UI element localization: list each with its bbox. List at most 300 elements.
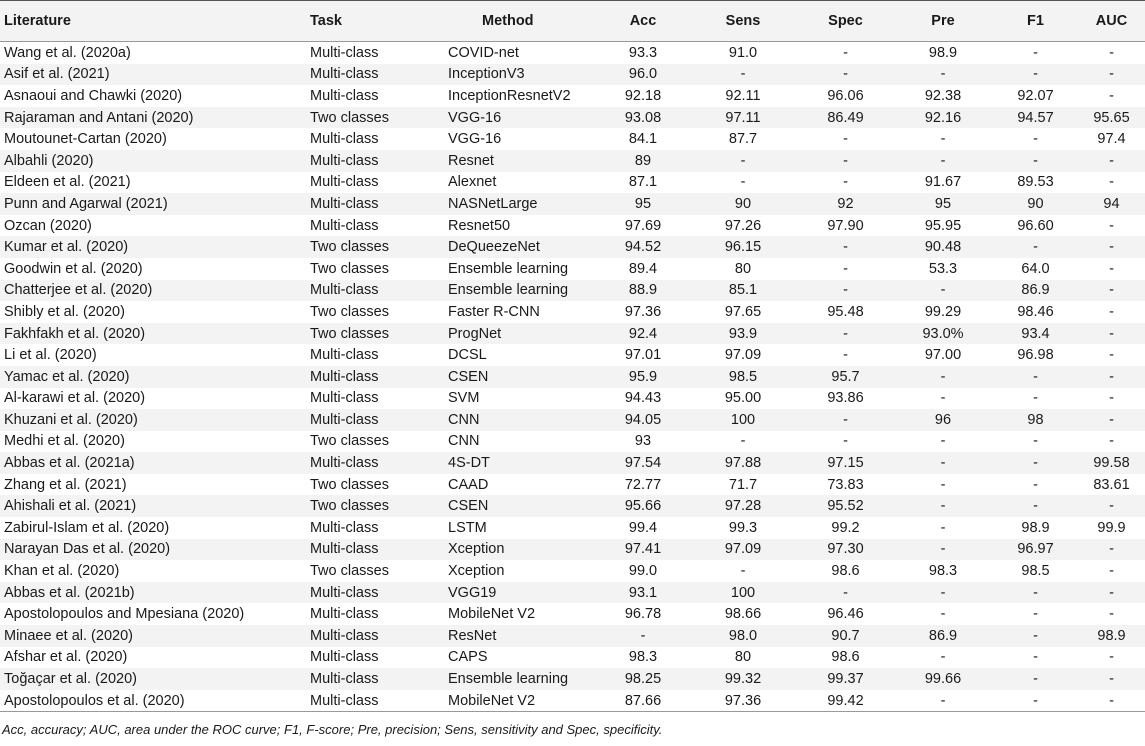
cell-literature: Moutounet-Cartan (2020) <box>4 131 167 148</box>
cell-acc: 89 <box>598 150 688 172</box>
cell-method: 4S-DT <box>448 452 598 474</box>
cell-pre: - <box>893 539 993 561</box>
cell-literature: Toğaçar et al. (2020) <box>0 668 310 690</box>
cell-task: Two classes <box>310 236 448 258</box>
cell-method: Resnet <box>448 150 598 172</box>
cell-f1: - <box>993 150 1078 172</box>
cell-auc: - <box>1078 668 1145 690</box>
cell-spec: - <box>798 236 893 258</box>
cell-method: Xception <box>448 563 505 580</box>
cell-pre: 93.0% <box>893 323 993 345</box>
cell-sens: 96.15 <box>688 236 798 258</box>
cell-acc: 93.08 <box>598 107 688 129</box>
cell-sens: - <box>740 433 746 450</box>
cell-method: Resnet50 <box>448 217 511 234</box>
cell-auc: - <box>1109 174 1114 191</box>
table-row <box>0 258 1145 280</box>
cell-pre: - <box>940 519 946 536</box>
cell-sens: 80 <box>734 260 752 277</box>
cell-method: VGG19 <box>448 582 598 604</box>
cell-f1: - <box>1033 476 1038 493</box>
cell-spec: - <box>843 174 848 191</box>
cell-spec: 86.49 <box>798 107 893 129</box>
cell-spec: 96.46 <box>827 606 864 623</box>
cell-acc: 94.52 <box>598 236 688 258</box>
cell-spec: 92 <box>798 193 893 215</box>
table-row <box>0 128 1145 150</box>
table-row <box>0 172 1145 194</box>
cell-task: Two classes <box>310 495 448 517</box>
header-task: Task <box>310 1 448 42</box>
cell-method: Xception <box>448 539 598 561</box>
cell-task: Multi-class <box>310 606 379 623</box>
cell-sens: - <box>740 174 746 191</box>
cell-auc: - <box>1109 563 1114 580</box>
cell-auc: - <box>1109 390 1114 407</box>
cell-method: MobileNet V2 <box>448 690 598 712</box>
cell-spec: 73.83 <box>827 476 864 493</box>
cell-task: Multi-class <box>310 193 448 215</box>
cell-acc: 98.3 <box>628 649 658 666</box>
cell-acc: 88.9 <box>598 280 688 302</box>
cell-task: Multi-class <box>310 690 448 712</box>
cell-f1: - <box>993 495 1078 517</box>
table-row <box>0 366 1145 388</box>
cell-literature: Medhi et al. (2020) <box>4 433 125 450</box>
cell-method: CNN <box>448 409 598 431</box>
cell-auc: - <box>1078 150 1145 172</box>
cell-task: Multi-class <box>310 347 379 364</box>
cell-auc: - <box>1078 366 1145 388</box>
cell-acc: 87.1 <box>628 174 658 191</box>
cell-spec: - <box>843 347 848 364</box>
cell-task: Multi-class <box>310 174 379 191</box>
cell-pre: - <box>940 649 946 666</box>
cell-sens: 97.11 <box>688 107 798 129</box>
cell-sens: 97.09 <box>724 347 762 364</box>
cell-sens: - <box>740 563 746 580</box>
cell-task: Multi-class <box>310 519 379 536</box>
table-row <box>0 431 1145 453</box>
cell-auc: - <box>1109 303 1114 320</box>
cell-sens: 98.66 <box>724 606 762 623</box>
cell-sens: 85.1 <box>688 280 798 302</box>
cell-spec: - <box>798 150 893 172</box>
cell-literature: Chatterjee et al. (2020) <box>0 280 310 302</box>
cell-method: SVM <box>448 390 480 407</box>
cell-auc: - <box>1078 495 1145 517</box>
cell-literature: Minaee et al. (2020) <box>0 625 310 647</box>
cell-spec: 97.30 <box>798 539 893 561</box>
cell-spec: 95.48 <box>827 303 864 320</box>
cell-spec: - <box>843 433 848 450</box>
cell-acc: 94.05 <box>598 409 688 431</box>
header-sens: Sens <box>688 1 798 42</box>
cell-sens: 99.32 <box>688 668 798 690</box>
cell-f1: - <box>993 668 1078 690</box>
cell-task: Multi-class <box>310 625 448 647</box>
cell-sens: 91.0 <box>728 44 758 61</box>
cell-method: Ensemble learning <box>448 668 598 690</box>
cell-task: Multi-class <box>310 64 448 86</box>
cell-f1: - <box>1033 649 1038 666</box>
cell-acc: 96.78 <box>624 606 662 623</box>
cell-spec: 98.6 <box>831 563 860 580</box>
cell-f1: - <box>1033 131 1038 148</box>
cell-acc: 92.18 <box>624 87 662 104</box>
cell-task: Multi-class <box>310 280 448 302</box>
cell-pre: - <box>893 150 993 172</box>
cell-pre: 95 <box>893 193 993 215</box>
header-auc: AUC <box>1078 1 1145 42</box>
cell-pre: - <box>940 476 946 493</box>
cell-method: InceptionV3 <box>448 64 598 86</box>
cell-auc: - <box>1109 217 1114 234</box>
cell-task: Multi-class <box>310 390 379 407</box>
cell-method: InceptionResnetV2 <box>448 87 571 104</box>
cell-literature: Al-karawi et al. (2020) <box>4 390 146 407</box>
cell-acc: 95 <box>598 193 688 215</box>
cell-f1: 96.97 <box>993 539 1078 561</box>
cell-spec: - <box>798 582 893 604</box>
cell-spec: 93.86 <box>827 390 864 407</box>
cell-sens: 97.36 <box>688 690 798 712</box>
cell-pre: 99.29 <box>924 303 962 320</box>
table-row <box>0 539 1145 561</box>
cell-task: Multi-class <box>310 409 448 431</box>
cell-auc: 98.9 <box>1078 625 1145 647</box>
cell-acc: 99.4 <box>628 519 658 536</box>
cell-literature: Ahishali et al. (2021) <box>0 495 310 517</box>
cell-sens: - <box>688 64 798 86</box>
cell-f1: - <box>1033 433 1038 450</box>
cell-method: CAPS <box>448 649 488 666</box>
table-row <box>0 409 1145 431</box>
cell-pre: - <box>893 495 993 517</box>
cell-method: VGG-16 <box>448 131 502 148</box>
table-row <box>0 582 1145 604</box>
cell-auc: - <box>1109 649 1114 666</box>
cell-task: Multi-class <box>310 87 379 104</box>
cell-literature: Khan et al. (2020) <box>4 563 120 580</box>
table-body <box>0 42 1145 712</box>
cell-method: Ensemble learning <box>448 280 598 302</box>
cell-f1: - <box>1033 44 1038 61</box>
cell-literature: Fakhfakh et al. (2020) <box>0 323 310 345</box>
cell-literature: Asnaoui and Chawki (2020) <box>4 87 183 104</box>
cell-literature: Punn and Agarwal (2021) <box>0 193 310 215</box>
table-row <box>0 280 1145 302</box>
cell-sens: 97.88 <box>688 452 798 474</box>
cell-task: Multi-class <box>310 366 448 388</box>
cell-task: Two classes <box>310 303 389 320</box>
cell-acc: 84.1 <box>628 131 658 148</box>
cell-auc: - <box>1078 690 1145 712</box>
cell-task: Multi-class <box>310 150 448 172</box>
cell-task: Multi-class <box>310 131 379 148</box>
cell-method: DeQueezeNet <box>448 236 598 258</box>
cell-method: CNN <box>448 433 480 450</box>
cell-spec: 96.06 <box>827 87 864 104</box>
cell-auc: - <box>1109 44 1114 61</box>
cell-auc: 83.61 <box>1093 476 1130 493</box>
cell-literature: Khuzani et al. (2020) <box>0 409 310 431</box>
cell-pre: 95.95 <box>924 217 962 234</box>
cell-literature: Zhang et al. (2021) <box>4 476 127 493</box>
cell-literature: Eldeen et al. (2021) <box>4 174 131 191</box>
cell-spec: 98.6 <box>831 649 860 666</box>
cell-acc: 89.4 <box>628 260 658 277</box>
cell-literature: Albahli (2020) <box>0 150 310 172</box>
cell-auc: - <box>1078 64 1145 86</box>
cell-sens: 98.5 <box>688 366 798 388</box>
cell-pre: - <box>893 582 993 604</box>
cell-pre: 90.48 <box>893 236 993 258</box>
cell-auc: - <box>1078 539 1145 561</box>
cell-pre: 96 <box>893 409 993 431</box>
cell-f1: 98.46 <box>1017 303 1054 320</box>
cell-literature: Shibly et al. (2020) <box>4 303 125 320</box>
cell-pre: 92.16 <box>893 107 993 129</box>
cell-method: ProgNet <box>448 323 598 345</box>
cell-sens: 97.26 <box>724 217 762 234</box>
cell-literature: Rajaraman and Antani (2020) <box>0 107 310 129</box>
cell-pre: 53.3 <box>928 260 958 277</box>
cell-method: CSEN <box>448 495 598 517</box>
cell-task: Multi-class <box>310 44 379 61</box>
cell-pre: - <box>893 280 993 302</box>
cell-literature: Asif et al. (2021) <box>0 64 310 86</box>
table-row <box>0 690 1145 712</box>
cell-task: Multi-class <box>310 649 379 666</box>
cell-spec: - <box>843 44 848 61</box>
cell-literature: Narayan Das et al. (2020) <box>0 539 310 561</box>
cell-acc: 87.66 <box>598 690 688 712</box>
cell-auc: - <box>1109 260 1114 277</box>
table-row <box>0 474 1145 496</box>
cell-acc: 93.3 <box>628 44 658 61</box>
cell-pre: - <box>940 390 946 407</box>
cell-spec: - <box>798 409 893 431</box>
cell-task: Multi-class <box>310 217 379 234</box>
cell-f1: - <box>1033 606 1038 623</box>
cell-acc: 94.43 <box>624 390 662 407</box>
cell-f1: - <box>993 64 1078 86</box>
cell-acc: 97.36 <box>624 303 662 320</box>
cell-acc: 97.54 <box>598 452 688 474</box>
table-row <box>0 323 1145 345</box>
cell-literature: Ozcan (2020) <box>4 217 92 234</box>
cell-task: Two classes <box>310 107 448 129</box>
cell-literature: Apostolopoulos and Mpesiana (2020) <box>4 606 245 623</box>
cell-spec: - <box>798 64 893 86</box>
cell-method: COVID-net <box>448 44 519 61</box>
cell-method: Ensemble learning <box>448 260 569 277</box>
cell-f1: - <box>993 625 1078 647</box>
cell-sens: 80 <box>734 649 752 666</box>
cell-literature: Zabirul-Islam et al. (2020) <box>4 519 170 536</box>
cell-spec: - <box>843 260 848 277</box>
cell-method: Faster R-CNN <box>448 303 540 320</box>
cell-auc: - <box>1109 433 1114 450</box>
table-row <box>0 236 1145 258</box>
cell-sens: 93.9 <box>688 323 798 345</box>
cell-pre: - <box>940 606 946 623</box>
cell-task: Two classes <box>310 563 389 580</box>
cell-pre: - <box>940 131 946 148</box>
cell-auc: 97.4 <box>1097 131 1126 148</box>
cell-sens: 97.09 <box>688 539 798 561</box>
cell-acc: 99.0 <box>628 563 658 580</box>
cell-acc: 95.9 <box>598 366 688 388</box>
cell-literature: Apostolopoulos et al. (2020) <box>0 690 310 712</box>
cell-literature: Goodwin et al. (2020) <box>4 260 143 277</box>
cell-sens: 92.11 <box>725 87 761 104</box>
cell-pre: 98.3 <box>928 563 958 580</box>
cell-method: NASNetLarge <box>448 193 598 215</box>
cell-sens: - <box>688 150 798 172</box>
cell-spec: 97.15 <box>798 452 893 474</box>
cell-pre: - <box>893 366 993 388</box>
header-pre: Pre <box>893 1 993 42</box>
cell-f1: 98 <box>993 409 1078 431</box>
cell-literature: Kumar et al. (2020) <box>0 236 310 258</box>
cell-pre: - <box>893 690 993 712</box>
cell-f1: 96.98 <box>1017 347 1054 364</box>
cell-f1: - <box>1033 390 1038 407</box>
cell-acc: 72.77 <box>624 476 662 493</box>
cell-f1: 98.9 <box>1021 519 1050 536</box>
cell-acc: 92.4 <box>598 323 688 345</box>
cell-literature: Yamac et al. (2020) <box>0 366 310 388</box>
header-method: Method <box>448 1 598 42</box>
table-row <box>0 647 1145 669</box>
cell-method: ResNet <box>448 625 598 647</box>
cell-task: Multi-class <box>310 582 448 604</box>
table-row <box>0 150 1145 172</box>
cell-pre: 91.67 <box>924 174 962 191</box>
cell-auc: - <box>1109 87 1114 104</box>
cell-pre: 98.9 <box>928 44 958 61</box>
cell-auc: - <box>1078 409 1145 431</box>
cell-f1: 64.0 <box>1021 260 1050 277</box>
table-footnote: Acc, accuracy; AUC, area under the ROC curve; F1, F-score; Pre, precision; Sens, sensitivity and Spec, specificity. <box>2 722 663 738</box>
cell-acc: - <box>598 625 688 647</box>
cell-sens: 100 <box>688 409 798 431</box>
table-row <box>0 42 1145 64</box>
cell-method: VGG-16 <box>448 107 598 129</box>
cell-auc: 95.65 <box>1078 107 1145 129</box>
cell-pre: - <box>940 433 946 450</box>
cell-f1: - <box>993 452 1078 474</box>
cell-f1: 90 <box>993 193 1078 215</box>
cell-auc: - <box>1078 236 1145 258</box>
cell-sens: 87.7 <box>728 131 758 148</box>
table-row <box>0 301 1145 323</box>
cell-auc: - <box>1078 280 1145 302</box>
table-row <box>0 193 1145 215</box>
header-spec: Spec <box>798 1 893 42</box>
cell-acc: 96.0 <box>598 64 688 86</box>
cell-task: Multi-class <box>310 539 448 561</box>
cell-sens: 97.28 <box>688 495 798 517</box>
cell-spec: 95.7 <box>798 366 893 388</box>
cell-auc: - <box>1109 347 1114 364</box>
cell-task: Two classes <box>310 433 389 450</box>
cell-auc: 99.58 <box>1078 452 1145 474</box>
cell-method: Alexnet <box>448 174 497 191</box>
cell-pre: 92.38 <box>924 87 962 104</box>
cell-pre: - <box>893 452 993 474</box>
cell-f1: 86.9 <box>993 280 1078 302</box>
cell-auc: 94 <box>1078 193 1145 215</box>
cell-f1: 96.60 <box>1017 217 1054 234</box>
cell-acc: 98.25 <box>598 668 688 690</box>
cell-task: Two classes <box>310 323 448 345</box>
cell-literature: Abbas et al. (2021a) <box>0 452 310 474</box>
cell-acc: 93.1 <box>598 582 688 604</box>
cell-f1: - <box>993 366 1078 388</box>
header-literature: Literature <box>0 1 310 42</box>
cell-spec: 99.42 <box>798 690 893 712</box>
cell-method: LSTM <box>448 519 487 536</box>
cell-task: Multi-class <box>310 452 448 474</box>
table-row <box>0 215 1145 237</box>
table-row <box>0 344 1145 366</box>
cell-sens: 71.7 <box>728 476 758 493</box>
cell-literature: Afshar et al. (2020) <box>4 649 128 666</box>
table-row <box>0 517 1145 539</box>
cell-task: Two classes <box>310 260 389 277</box>
cell-f1: - <box>993 236 1078 258</box>
cell-acc: 93 <box>634 433 652 450</box>
header-row <box>0 1 1145 42</box>
cell-spec: 95.52 <box>798 495 893 517</box>
cell-sens: 90 <box>688 193 798 215</box>
table-row <box>0 85 1145 107</box>
table-row <box>0 668 1145 690</box>
cell-pre: 99.66 <box>893 668 993 690</box>
cell-sens: 95.00 <box>724 390 762 407</box>
table-row <box>0 452 1145 474</box>
cell-sens: 97.65 <box>724 303 762 320</box>
cell-literature: Li et al. (2020) <box>4 347 97 364</box>
cell-spec: 99.2 <box>831 519 860 536</box>
cell-sens: 99.3 <box>728 519 758 536</box>
cell-method: DCSL <box>448 347 487 364</box>
header-acc: Acc <box>598 1 688 42</box>
cell-f1: - <box>993 690 1078 712</box>
cell-sens: 98.0 <box>688 625 798 647</box>
cell-acc: 97.41 <box>598 539 688 561</box>
cell-f1: 93.4 <box>993 323 1078 345</box>
table-row <box>0 495 1145 517</box>
cell-task: Multi-class <box>310 668 448 690</box>
cell-acc: 97.01 <box>624 347 662 364</box>
cell-method: CSEN <box>448 366 598 388</box>
cell-acc: 95.66 <box>598 495 688 517</box>
cell-f1: 94.57 <box>993 107 1078 129</box>
cell-pre: 86.9 <box>893 625 993 647</box>
cell-pre: 97.00 <box>924 347 962 364</box>
cell-auc: - <box>1078 323 1145 345</box>
cell-spec: - <box>798 280 893 302</box>
cell-spec: 99.37 <box>798 668 893 690</box>
cell-auc: - <box>1109 606 1114 623</box>
cell-spec: - <box>798 323 893 345</box>
cell-f1: 98.5 <box>1021 563 1050 580</box>
cell-literature: Abbas et al. (2021b) <box>0 582 310 604</box>
